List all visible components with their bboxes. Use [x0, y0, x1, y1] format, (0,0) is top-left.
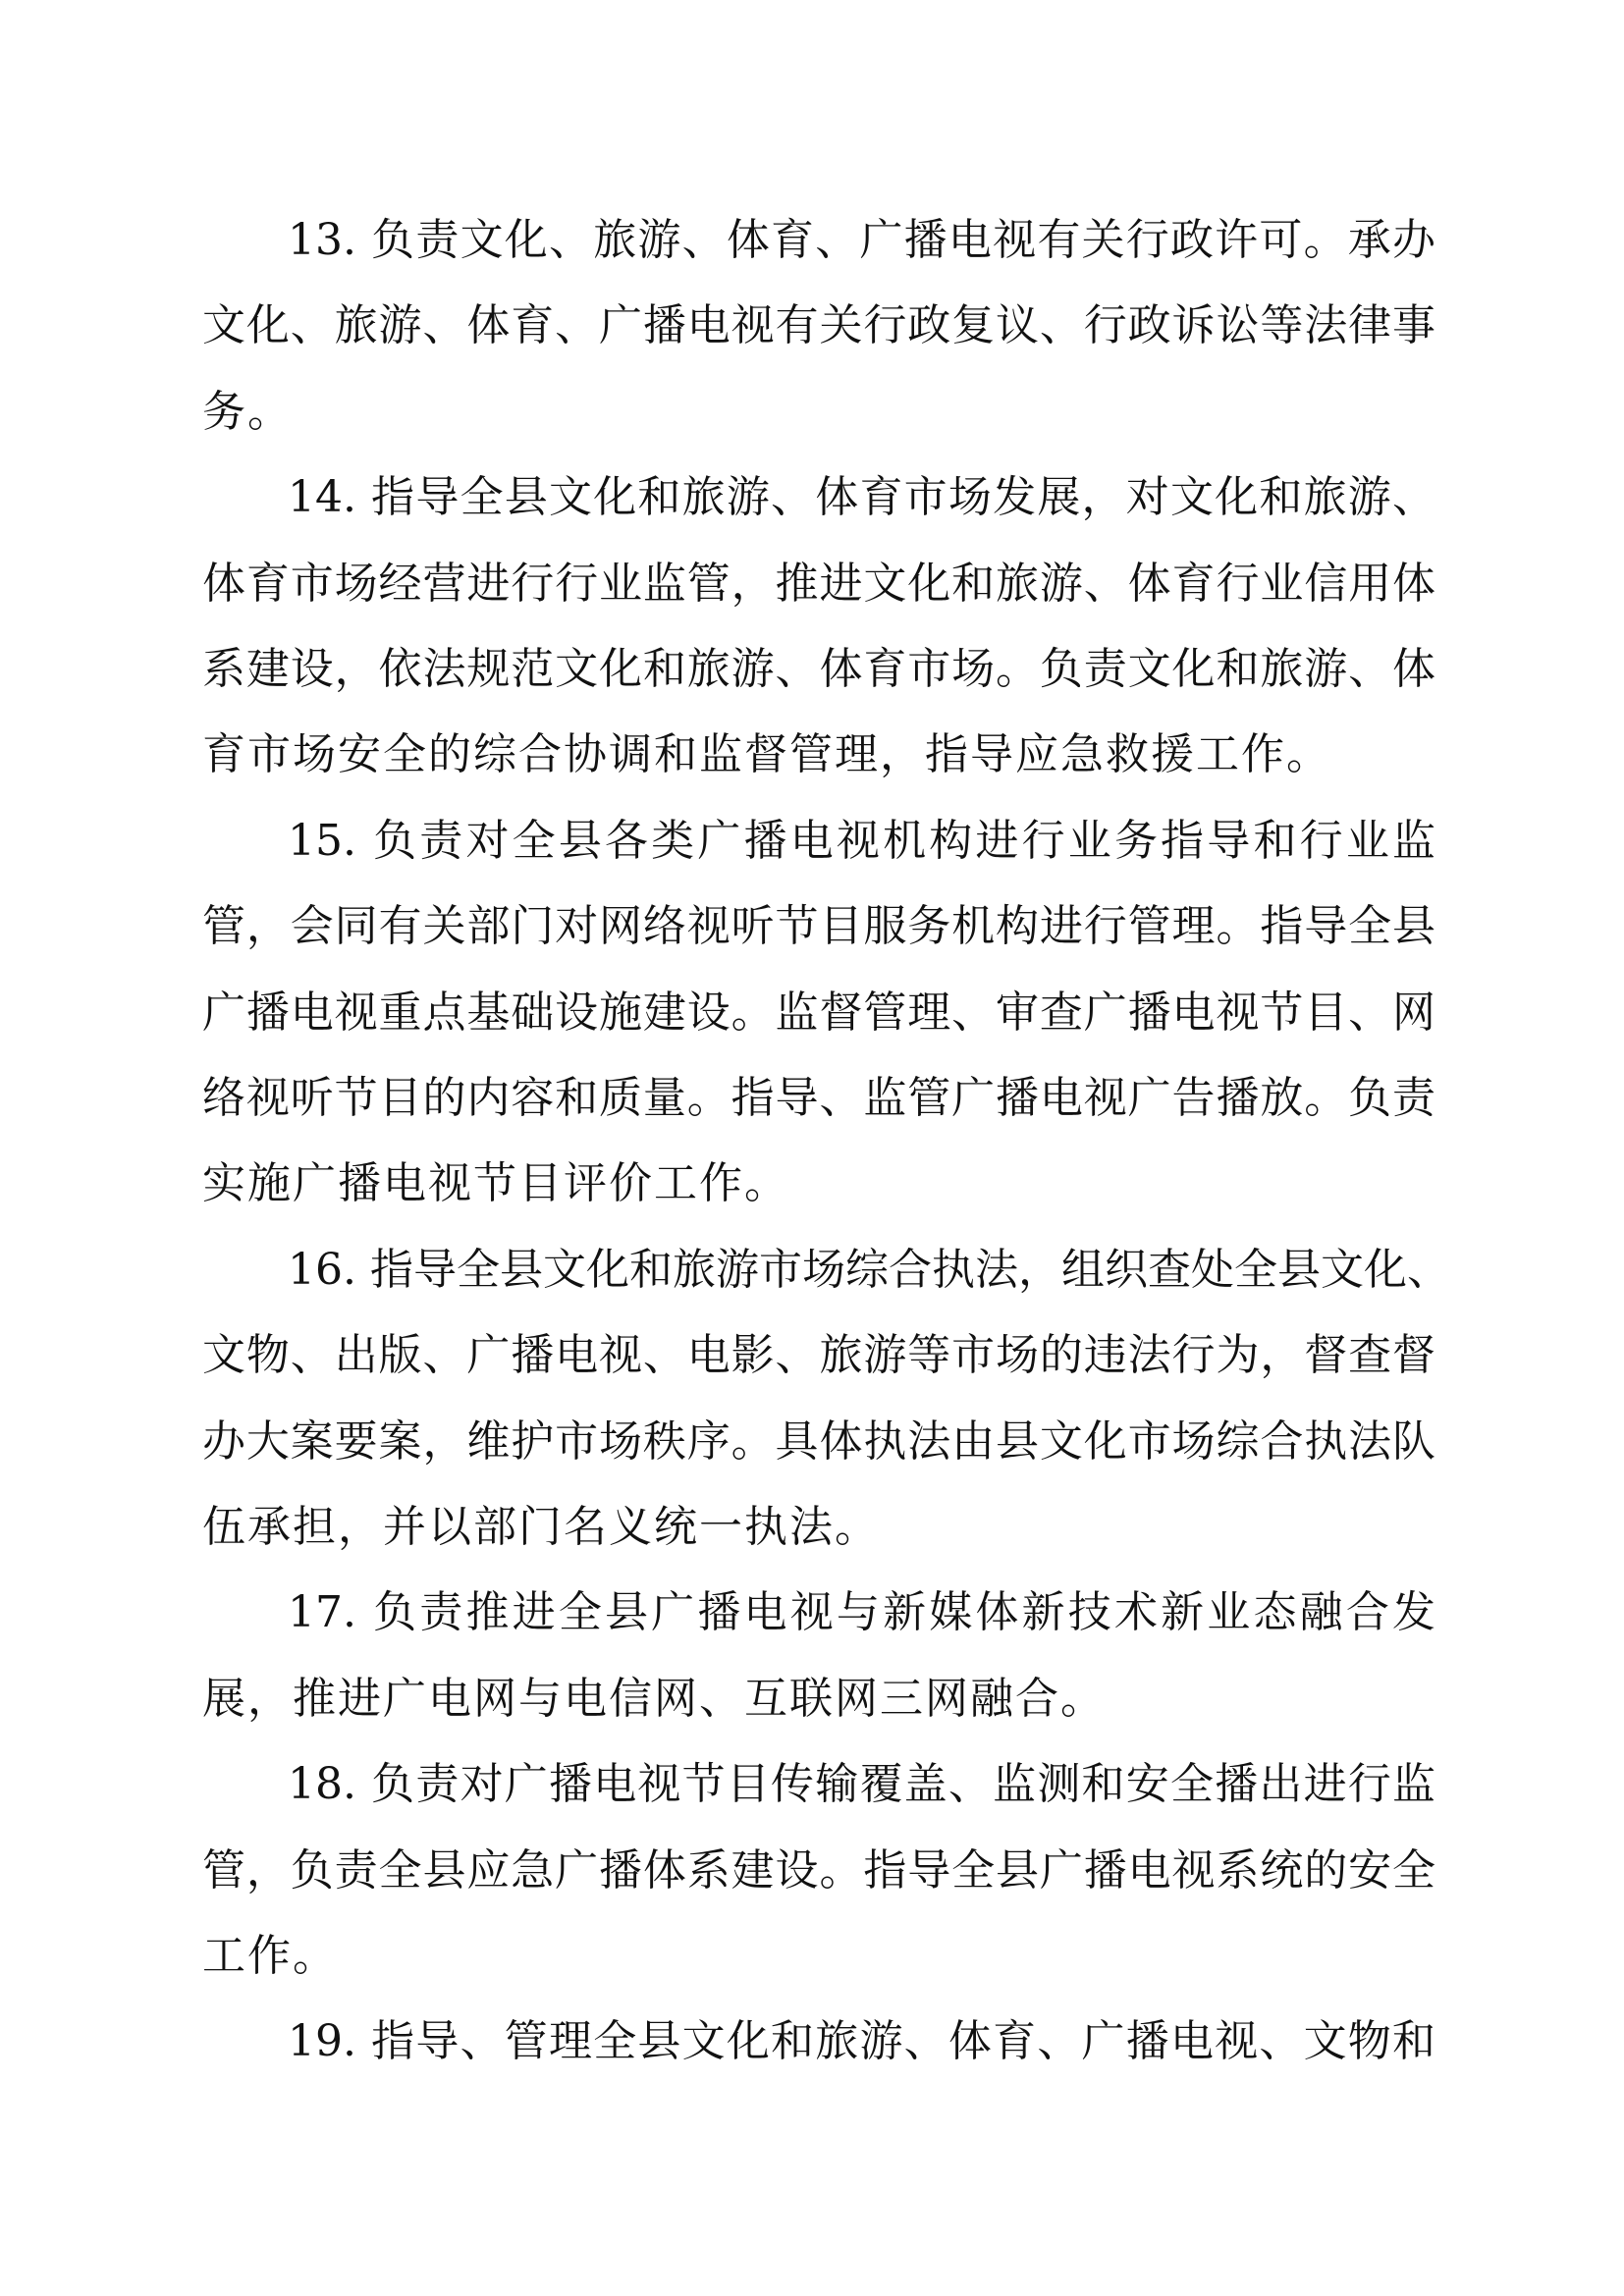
text-line: 系建设，依法规范文化和旅游、体育市场。负责文化和旅游、体	[202, 644, 1435, 694]
text-line: 15. 负责对全县各类广播电视机构进行业务指导和行业监	[288, 815, 1435, 866]
text-line: 体育市场经营进行行业监管，推进文化和旅游、体育行业信用体	[202, 558, 1435, 609]
text-line: 伍承担，并以部门名义统一执法。	[202, 1502, 880, 1552]
text-line: 工作。	[202, 1931, 338, 1981]
text-line: 文物、出版、广播电视、电影、旅游等市场的违法行为，督查督	[202, 1330, 1435, 1381]
text-line: 19. 指导、管理全县文化和旅游、体育、广播电视、文物和	[288, 2016, 1435, 2067]
text-line: 14. 指导全县文化和旅游、体育市场发展，对文化和旅游、	[288, 472, 1435, 523]
text-line: 展，推进广电网与电信网、互联网三网融合。	[202, 1673, 1106, 1724]
text-line: 管，负责全县应急广播体系建设。指导全县广播电视系统的安全	[202, 1844, 1435, 1896]
text-line: 广播电视重点基础设施建设。监督管理、审查广播电视节目、网	[202, 987, 1435, 1038]
text-line: 络视听节目的内容和质量。指导、监管广播电视广告播放。负责	[202, 1073, 1435, 1123]
text-line: 实施广播电视节目评价工作。	[202, 1158, 789, 1209]
text-line: 育市场安全的综合协调和监督管理，指导应急救援工作。	[202, 729, 1331, 780]
text-line: 管，会同有关部门对网络视听节目服务机构进行管理。指导全县	[202, 901, 1435, 952]
text-line: 办大案要案，维护市场秩序。具体执法由县文化市场综合执法队	[202, 1415, 1435, 1467]
text-line: 17. 负责推进全县广播电视与新媒体新技术新业态融合发	[288, 1587, 1435, 1638]
text-line: 务。	[202, 386, 293, 437]
text-line: 18. 负责对广播电视节目传输覆盖、监测和安全播出进行监	[288, 1759, 1435, 1810]
text-line: 文化、旅游、体育、广播电视有关行政复议、行政诉讼等法律事	[202, 300, 1435, 351]
text-line: 16. 指导全县文化和旅游市场综合执法，组织查处全县文化、	[288, 1244, 1450, 1295]
text-line: 13. 负责文化、旅游、体育、广播电视有关行政许可。承办	[288, 215, 1435, 265]
